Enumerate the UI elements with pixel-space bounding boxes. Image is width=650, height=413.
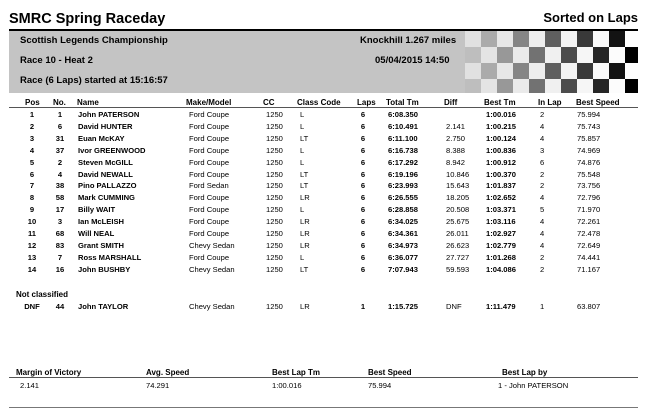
cell-make: Ford Coupe (189, 145, 230, 155)
cell-make: Chevy Sedan (189, 264, 235, 274)
cell-best-speed: 72.796 (577, 193, 601, 203)
cell-no: 2 (57, 157, 63, 167)
cell-best-time: 1:03.116 (486, 217, 516, 227)
cell-in-lap: 2 (540, 169, 545, 179)
cell-cc: 1250 (266, 133, 283, 143)
cell-cc: 1250 (266, 157, 283, 167)
column-header-name: Name (77, 98, 99, 107)
cell-best-time: 1:01.268 (486, 252, 516, 262)
cell-no: 3 (57, 217, 63, 227)
cell-in-lap: 2 (540, 110, 545, 119)
cell-pos: DNF (24, 302, 40, 311)
summary-header-margin-of-victory: Margin of Victory (16, 368, 82, 377)
cell-diff: 2.750 (446, 133, 466, 143)
cell-in-lap: 4 (540, 133, 545, 143)
cell-laps: 6 (360, 181, 366, 191)
cell-make: Ford Coupe (189, 110, 230, 119)
cell-in-lap: 6 (540, 157, 545, 167)
cell-total-time: 7:07.943 (388, 264, 418, 274)
cell-in-lap: 4 (540, 121, 545, 131)
column-header-best-time: Best Tm (484, 98, 516, 107)
summary-header-avg-speed: Avg. Speed (146, 368, 190, 377)
circuit-name: Knockhill 1.267 miles (360, 35, 457, 46)
cell-total-time: 1:15.725 (388, 302, 418, 311)
cell-class: L (300, 205, 305, 215)
cell-make: Ford Coupe (189, 169, 230, 179)
cell-diff: 10.846 (446, 169, 470, 179)
cell-class: L (300, 145, 305, 155)
cell-in-lap: 4 (540, 193, 545, 203)
summary-divider (9, 377, 638, 378)
cell-make: Ford Sedan (189, 181, 229, 191)
cell-make: Chevy Sedan (189, 240, 235, 250)
cell-laps: 6 (360, 121, 366, 131)
summary-header-best-lap-time: Best Lap Tm (272, 368, 321, 377)
cell-name: Will NEAL (78, 229, 115, 238)
cell-class: LT (300, 133, 309, 143)
cell-diff: DNF (446, 302, 462, 311)
summary-value-avg-speed: 74.291 (146, 381, 170, 390)
cell-laps: 1 (360, 302, 366, 311)
cell-best-speed: 75.743 (577, 121, 601, 131)
cell-no: 38 (55, 181, 65, 191)
checkered-flag-icon (465, 31, 638, 93)
cell-class: LR (300, 217, 310, 227)
cell-pos: 6 (29, 169, 35, 179)
cell-no: 6 (57, 121, 63, 131)
column-header-cc: CC (263, 98, 275, 107)
cell-laps: 6 (360, 169, 366, 179)
cell-best-time: 1:11.479 (486, 302, 516, 311)
cell-diff: 15.643 (446, 181, 470, 191)
cell-diff: 8.942 (446, 157, 466, 167)
cell-class: LR (300, 240, 310, 250)
cell-total-time: 6:28.858 (388, 205, 418, 215)
cell-no: 4 (57, 169, 63, 179)
cell-pos: 8 (29, 193, 35, 203)
cell-in-lap: 1 (540, 302, 545, 311)
cell-pos: 10 (27, 217, 37, 227)
cell-total-time: 6:34.973 (388, 240, 418, 250)
cell-best-time: 1:02.652 (486, 193, 516, 203)
cell-total-time: 6:26.555 (388, 193, 418, 203)
championship-name: Scottish Legends Championship (20, 35, 168, 46)
cell-make: Ford Coupe (189, 217, 230, 227)
summary-value-best-lap-time: 1:00.016 (272, 381, 302, 390)
cell-pos: 2 (29, 121, 35, 131)
cell-class: L (300, 121, 305, 131)
footer-divider (9, 407, 638, 408)
cell-diff: 59.593 (446, 264, 470, 274)
cell-total-time: 6:36.077 (388, 252, 418, 262)
summary-value-best-lap-by: 1 - John PATERSON (498, 381, 569, 390)
summary-value-margin-of-victory: 2.141 (20, 381, 40, 390)
cell-no: 31 (55, 133, 65, 143)
summary-value-best-speed: 75.994 (368, 381, 392, 390)
cell-best-speed: 74.969 (577, 145, 601, 155)
cell-in-lap: 4 (540, 217, 545, 227)
cell-laps: 6 (360, 240, 366, 250)
cell-name: John TAYLOR (78, 302, 129, 311)
cell-best-time: 1:00.124 (486, 133, 516, 143)
cell-best-speed: 71.970 (577, 205, 601, 215)
cell-best-speed: 75.994 (577, 110, 601, 119)
cell-make: Ford Coupe (189, 229, 230, 238)
cell-name: Mark CUMMING (78, 193, 135, 203)
cell-best-speed: 75.548 (577, 169, 601, 179)
cell-pos: 13 (27, 252, 37, 262)
cell-no: 68 (55, 229, 65, 238)
race-start: Race (6 Laps) started at 15:16:57 (20, 75, 168, 86)
not-classified-label: Not classified (16, 290, 69, 299)
cell-name: David HUNTER (78, 121, 133, 131)
event-info-band (9, 31, 638, 93)
cell-class: LR (300, 229, 310, 238)
cell-best-speed: 73.756 (577, 181, 601, 191)
cell-in-lap: 4 (540, 240, 545, 250)
cell-name: David NEWALL (78, 169, 133, 179)
cell-pos: 9 (29, 205, 35, 215)
cell-pos: 14 (27, 264, 37, 274)
cell-no: 1 (57, 110, 63, 119)
cell-diff: 26.011 (446, 229, 469, 238)
cell-no: 17 (55, 205, 65, 215)
cell-class: L (300, 110, 305, 119)
cell-make: Ford Coupe (189, 157, 230, 167)
cell-cc: 1250 (266, 110, 283, 119)
cell-name: Ian McLEISH (78, 217, 124, 227)
column-header-diff: Diff (444, 98, 458, 107)
cell-best-time: 1:03.371 (486, 205, 516, 215)
cell-laps: 6 (360, 229, 366, 238)
cell-laps: 6 (360, 252, 366, 262)
cell-best-speed: 75.857 (577, 133, 601, 143)
cell-name: John BUSHBY (78, 264, 131, 274)
cell-diff: 18.205 (446, 193, 470, 203)
cell-laps: 6 (360, 205, 366, 215)
cell-best-time: 1:04.086 (486, 264, 516, 274)
cell-diff: 20.508 (446, 205, 470, 215)
cell-in-lap: 4 (540, 229, 545, 238)
cell-no: 37 (55, 145, 65, 155)
cell-diff: 26.623 (446, 240, 470, 250)
cell-make: Ford Coupe (189, 193, 230, 203)
cell-cc: 1250 (266, 240, 283, 250)
cell-cc: 1250 (266, 229, 283, 238)
cell-best-time: 1:00.016 (486, 110, 516, 119)
cell-best-speed: 74.876 (577, 157, 601, 167)
column-header-in-lap: In Lap (538, 98, 562, 107)
cell-no: 7 (57, 252, 63, 262)
cell-name: Ivor GREENWOOD (78, 145, 146, 155)
cell-laps: 6 (360, 133, 366, 143)
cell-in-lap: 2 (540, 181, 545, 191)
cell-in-lap: 3 (540, 145, 545, 155)
cell-total-time: 6:11.100 (388, 133, 418, 143)
cell-best-speed: 71.167 (577, 264, 601, 274)
cell-in-lap: 5 (540, 205, 545, 215)
cell-no: 58 (55, 193, 65, 203)
column-header-best-speed: Best Speed (576, 98, 620, 107)
cell-pos: 11 (27, 229, 37, 238)
cell-pos: 3 (29, 133, 35, 143)
cell-name: Billy WAIT (78, 205, 116, 215)
cell-total-time: 6:10.491 (388, 121, 418, 131)
cell-no: 16 (55, 264, 65, 274)
cell-class: LR (300, 193, 310, 203)
race-name: Race 10 - Heat 2 (20, 55, 93, 66)
cell-total-time: 6:16.738 (388, 145, 418, 155)
column-header-laps: Laps (357, 98, 376, 107)
cell-make: Ford Coupe (189, 205, 230, 215)
summary-header-best-lap-by: Best Lap by (502, 368, 548, 377)
column-header-pos: Pos (25, 98, 40, 107)
cell-diff: 8.388 (446, 145, 466, 155)
cell-name: John PATERSON (78, 110, 140, 119)
sort-label: Sorted on Laps (543, 10, 638, 25)
cell-cc: 1250 (266, 193, 283, 203)
cell-pos: 5 (29, 157, 35, 167)
cell-name: Ross MARSHALL (78, 252, 142, 262)
cell-make: Ford Coupe (189, 121, 230, 131)
cell-cc: 1250 (266, 252, 283, 262)
cell-cc: 1250 (266, 169, 283, 179)
cell-total-time: 6:23.993 (388, 181, 418, 191)
cell-no: 44 (55, 302, 65, 311)
cell-best-time: 1:00.912 (486, 157, 516, 167)
cell-in-lap: 2 (540, 264, 545, 274)
cell-name: Pino PALLAZZO (78, 181, 137, 191)
cell-name: Grant SMITH (78, 240, 124, 250)
column-header-class: Class Code (297, 98, 341, 107)
cell-best-time: 1:02.927 (486, 229, 516, 238)
cell-total-time: 6:17.292 (388, 157, 418, 167)
cell-total-time: 6:19.196 (388, 169, 418, 179)
cell-total-time: 6:34.025 (388, 217, 418, 227)
cell-cc: 1250 (266, 264, 283, 274)
cell-pos: 1 (29, 110, 35, 119)
cell-cc: 1250 (266, 217, 283, 227)
header-divider (9, 107, 638, 108)
cell-best-time: 1:00.370 (486, 169, 516, 179)
cell-best-time: 1:02.779 (486, 240, 516, 250)
page-title: SMRC Spring Raceday (9, 11, 166, 27)
summary-header-best-speed: Best Speed (368, 368, 412, 377)
race-date: 05/04/2015 14:50 (375, 55, 450, 66)
cell-no: 83 (55, 240, 65, 250)
column-header-no: No. (53, 98, 66, 107)
cell-class: L (300, 157, 305, 167)
cell-class: LR (300, 302, 310, 311)
cell-cc: 1250 (266, 302, 283, 311)
cell-class: LT (300, 169, 309, 179)
cell-best-speed: 74.441 (577, 252, 601, 262)
column-header-make: Make/Model (186, 98, 232, 107)
cell-laps: 6 (360, 110, 366, 119)
cell-laps: 6 (360, 145, 366, 155)
cell-class: LT (300, 264, 309, 274)
cell-diff: 2.141 (446, 121, 466, 131)
cell-make: Chevy Sedan (189, 302, 235, 311)
cell-cc: 1250 (266, 181, 283, 191)
cell-best-time: 1:01.837 (486, 181, 516, 191)
cell-class: LT (300, 181, 309, 191)
cell-total-time: 6:08.350 (388, 110, 418, 119)
cell-name: Steven McGILL (78, 157, 133, 167)
cell-best-time: 1:00.836 (486, 145, 516, 155)
cell-laps: 6 (360, 193, 366, 203)
cell-laps: 6 (360, 217, 366, 227)
cell-best-speed: 72.478 (577, 229, 601, 238)
cell-diff: 25.675 (446, 217, 470, 227)
cell-class: L (300, 252, 305, 262)
cell-in-lap: 2 (540, 252, 545, 262)
cell-best-speed: 63.807 (577, 302, 601, 311)
cell-pos: 7 (29, 181, 35, 191)
cell-total-time: 6:34.361 (388, 229, 418, 238)
cell-best-time: 1:00.215 (486, 121, 516, 131)
cell-cc: 1250 (266, 121, 283, 131)
cell-diff: 27.727 (446, 252, 470, 262)
cell-make: Ford Coupe (189, 252, 230, 262)
cell-pos: 12 (27, 240, 37, 250)
cell-name: Euan McKAY (78, 133, 125, 143)
cell-cc: 1250 (266, 145, 283, 155)
cell-laps: 6 (360, 157, 366, 167)
cell-pos: 4 (29, 145, 35, 155)
column-header-total-time: Total Tm (386, 98, 419, 107)
cell-best-speed: 72.261 (577, 217, 601, 227)
cell-cc: 1250 (266, 205, 283, 215)
cell-make: Ford Coupe (189, 133, 230, 143)
cell-best-speed: 72.649 (577, 240, 601, 250)
cell-laps: 6 (360, 264, 366, 274)
